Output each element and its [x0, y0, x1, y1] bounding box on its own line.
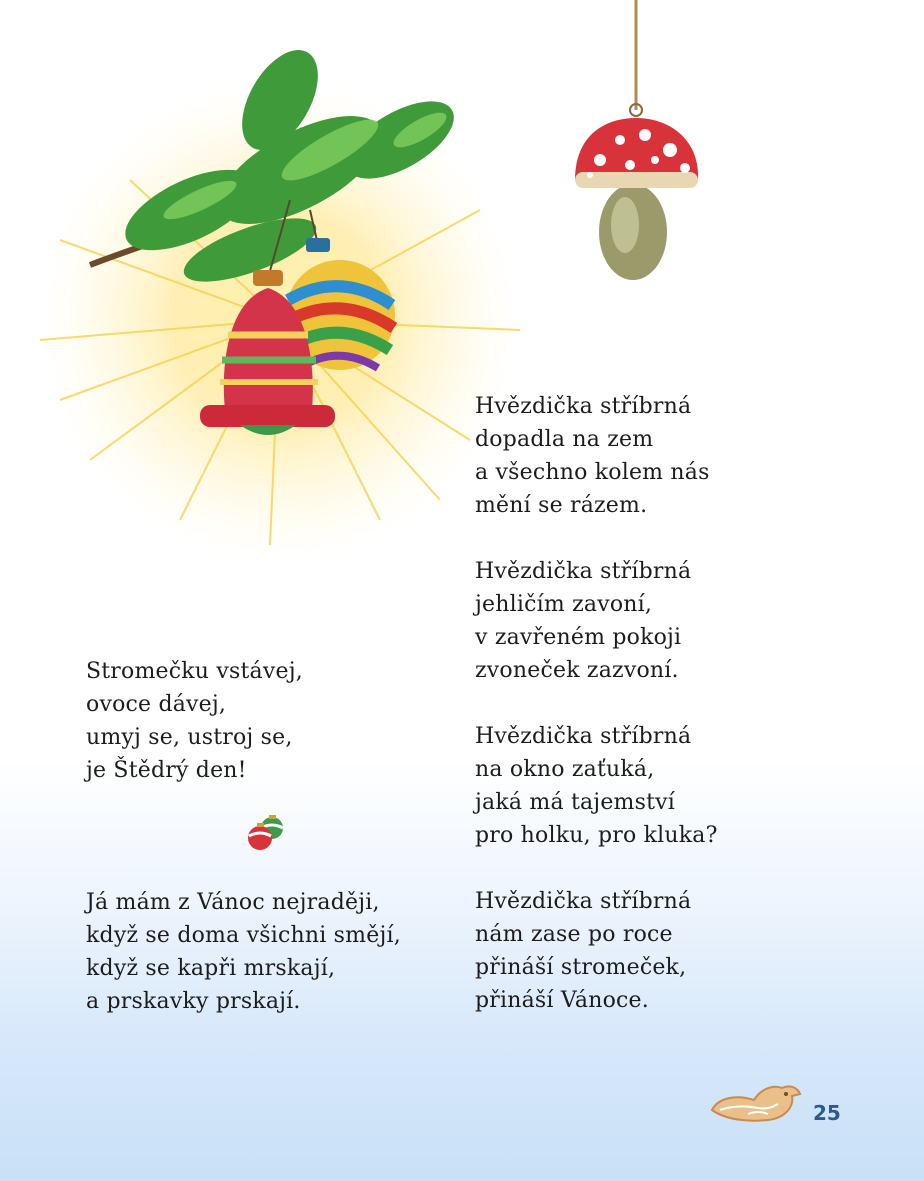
poem-stanza: [475, 720, 718, 852]
poem-line: na okno zaťuká,: [475, 757, 655, 782]
poem-hvezdicka: [475, 390, 718, 1017]
poem-line: jehličím zavoní,: [475, 592, 653, 617]
poem-line: přináší Vánoce.: [475, 988, 649, 1013]
poem-line: ovoce dávej,: [86, 692, 227, 717]
christmas-baubles-icon: [246, 812, 288, 854]
poem-line: přináší stromeček,: [475, 955, 687, 980]
poem-line: jaká má tajemství: [475, 790, 676, 815]
poem-line: zvoneček zazvoní.: [475, 658, 679, 683]
poem-stanza: [475, 555, 718, 687]
poem-line: a prskavky prskají.: [86, 989, 301, 1014]
poem-line: Hvězdička stříbrná: [475, 559, 692, 584]
poem-line: Hvězdička stříbrná: [475, 724, 692, 749]
poem-line: dopadla na zem: [475, 427, 654, 452]
poem-line: když se doma všichni smějí,: [86, 923, 401, 948]
poem-line: mění se rázem.: [475, 493, 648, 518]
poem-line: je Štědrý den!: [86, 758, 247, 783]
page-number: 25: [813, 1101, 841, 1125]
poem-line: Já mám z Vánoc nejraději,: [86, 890, 380, 915]
poem-stanza: [475, 390, 718, 522]
poem-stanza: [475, 885, 718, 1017]
poem-line: Hvězdička stříbrná: [475, 394, 692, 419]
poem-stromecku: [86, 655, 303, 787]
poem-line: Stromečku vstávej,: [86, 659, 303, 684]
poem-line: Hvězdička stříbrná: [475, 889, 692, 914]
poem-line: když se kapři mrskají,: [86, 956, 336, 981]
poem-line: pro holku, pro kluka?: [475, 823, 718, 848]
mushroom-ornament-illustration: [560, 0, 720, 300]
poem-line: nám zase po roce: [475, 922, 673, 947]
gingerbread-bird-icon: [708, 1080, 804, 1126]
poem-line: umyj se, ustroj se,: [86, 725, 293, 750]
poem-line: v zavřeném pokoji: [475, 625, 682, 650]
poem-vanoce: [86, 886, 401, 1018]
poem-line: a všechno kolem nás: [475, 460, 710, 485]
